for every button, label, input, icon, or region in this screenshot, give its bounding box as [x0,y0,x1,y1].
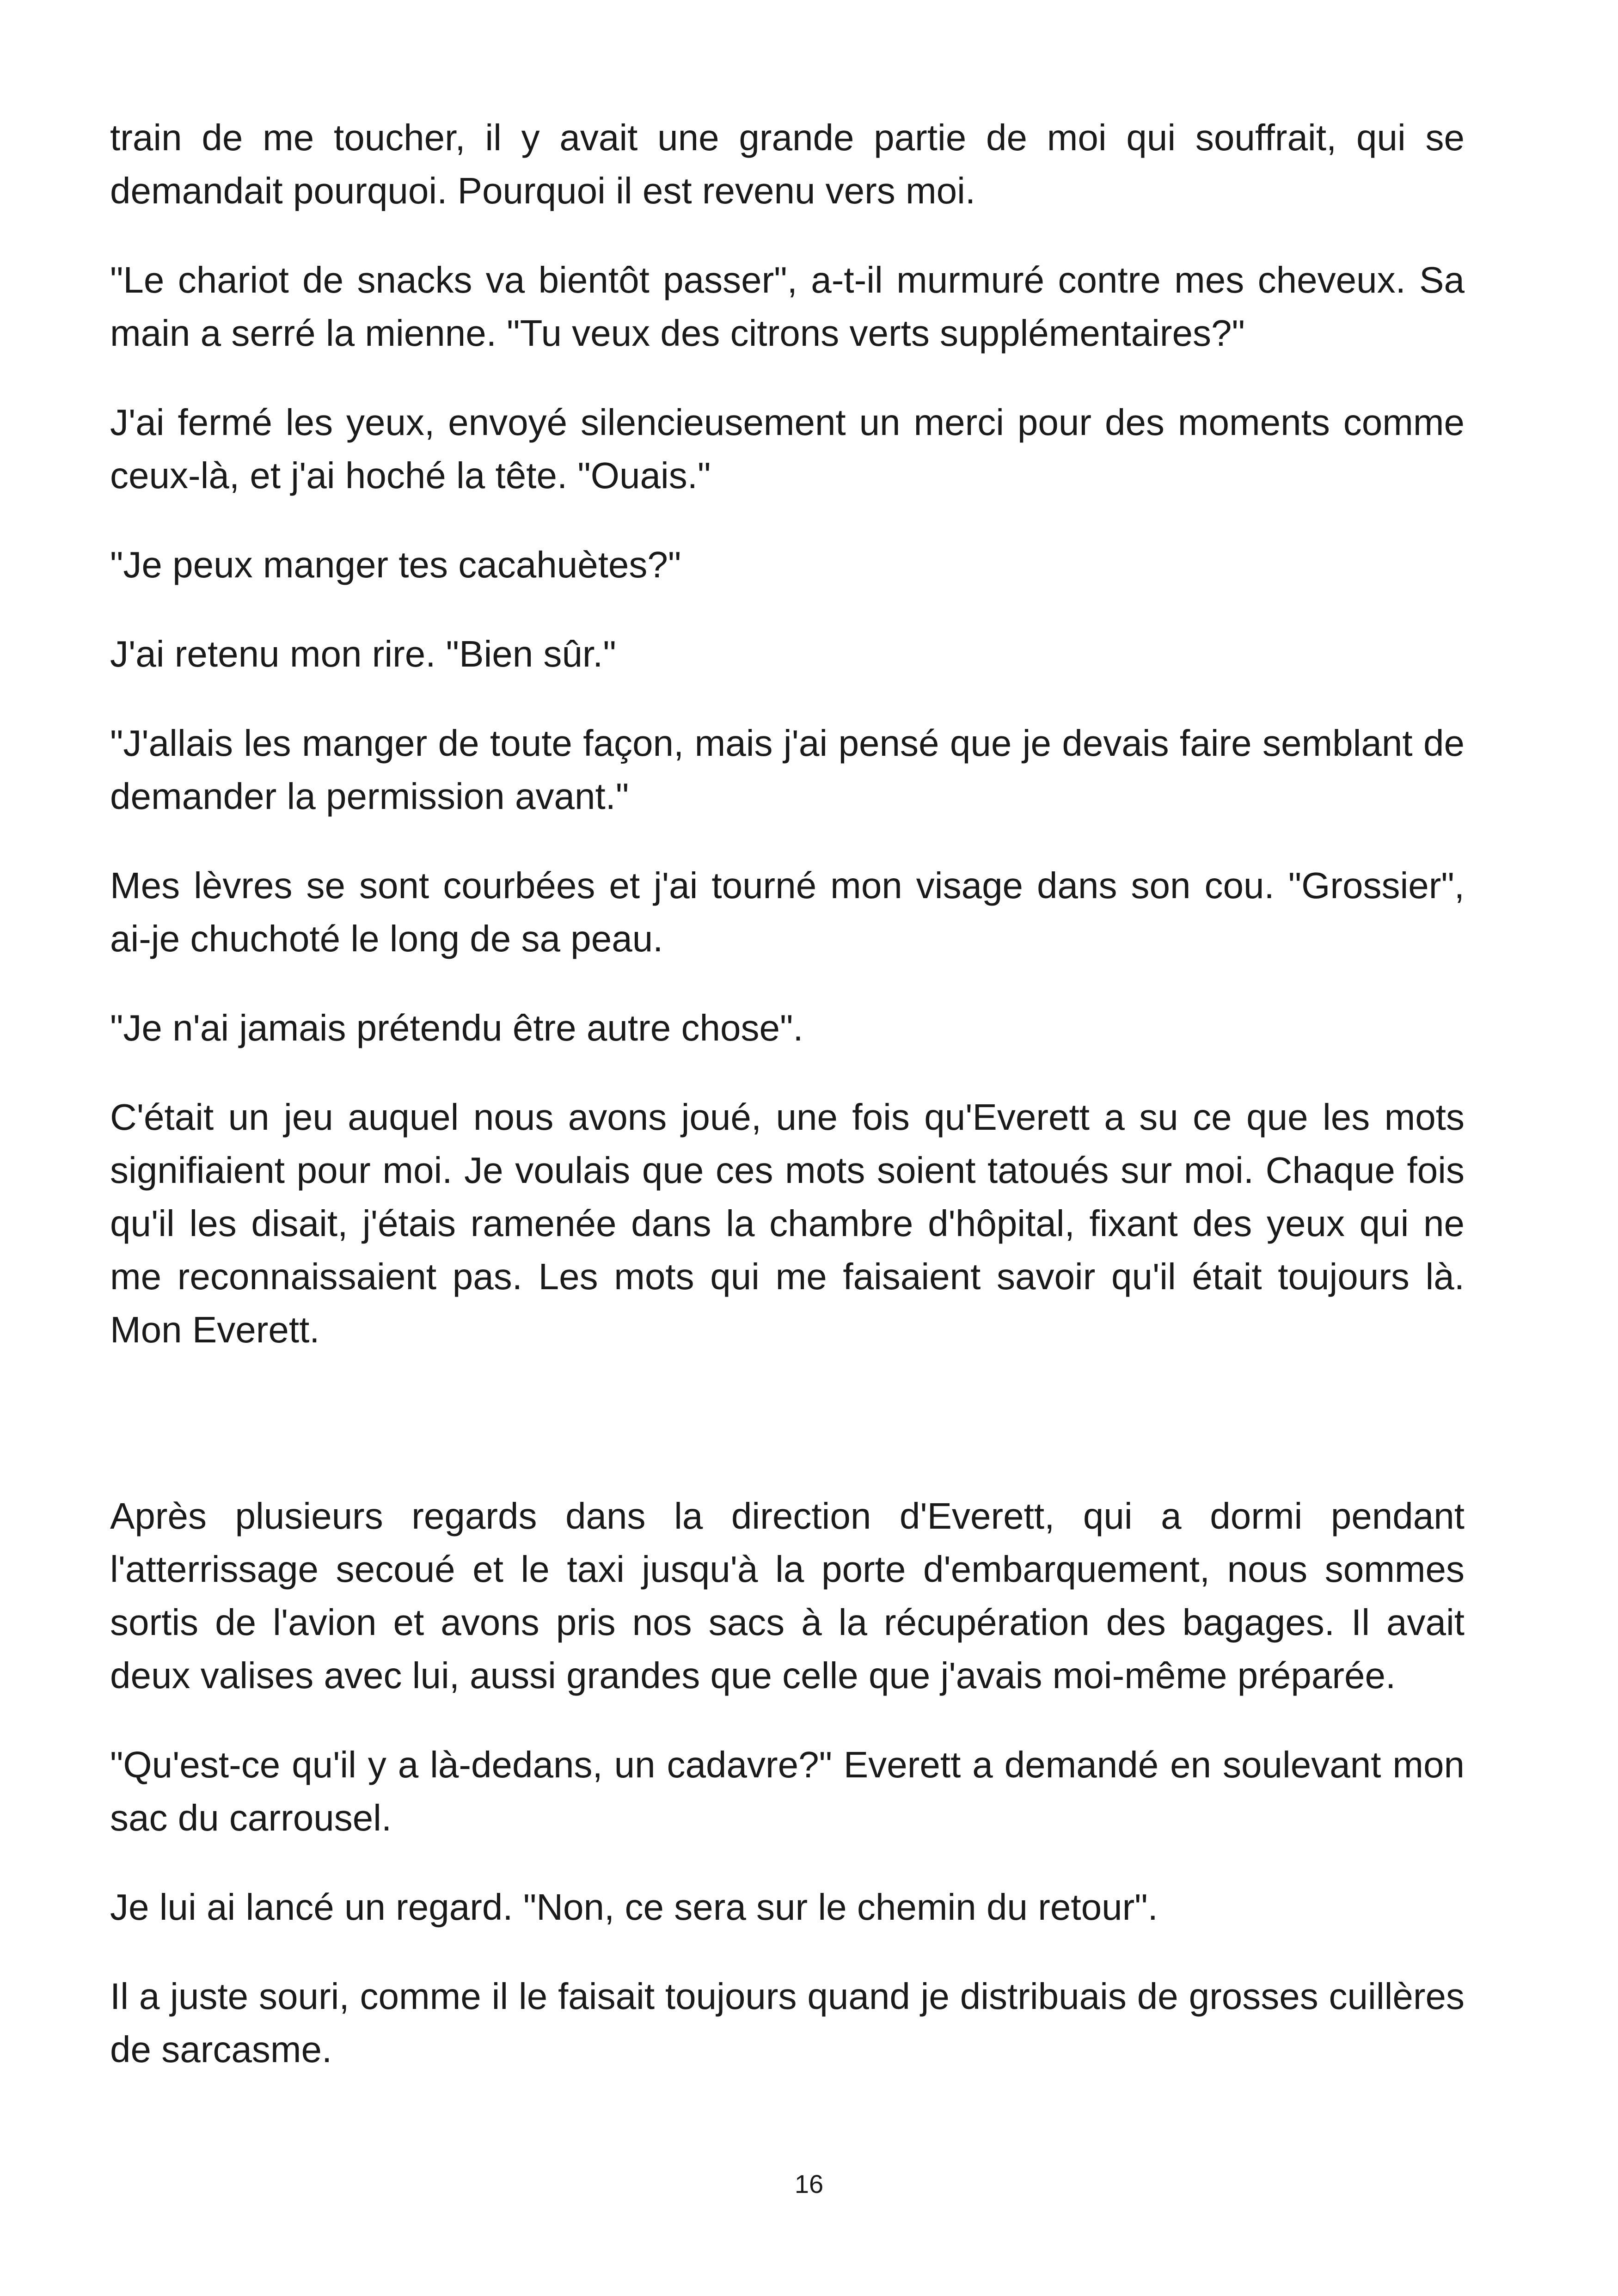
page-number: 16 [794,2169,824,2198]
scene-break [110,1392,1465,1489]
paragraph: "Je n'ai jamais prétendu être autre chose". [110,1007,803,1048]
paragraph: "Le chariot de snacks va bientôt passer", a-t-il murmuré contre mes cheveux. Sa main a serré la mienne. "Tu veux des citrons verts supplémentaires?" [110,259,1465,354]
paragraph: J'ai fermé les yeux, envoyé silencieusement un merci pour des moments comme ceux-là, et j'ai hoché la tête. "Ouais." [110,402,1465,496]
paragraph: Après plusieurs regards dans la direction d'Everett, qui a dormi pendant l'atterrissage secoué et le taxi jusqu'à la porte d'embarquement, nous sommes sortis de l'avion et avons pris nos sacs à la récupération des bagages. Il avait deux valises avec lui, aussi grandes que celle que j'avais moi-même préparée. [110,1495,1465,1696]
paragraph: Mes lèvres se sont courbées et j'ai tourné mon visage dans son cou. "Grossier", ai-je chuchoté le long de sa peau. [110,865,1465,959]
paragraph: Il a juste souri, comme il le faisait toujours quand je distribuais de grosses cuillères de sarcasme. [110,1976,1465,2070]
paragraph: C'était un jeu auquel nous avons joué, une fois qu'Everett a su ce que les mots signifiaient pour moi. Je voulais que ces mots soient tatoués sur moi. Chaque fois qu'il les disait, j'étais ramenée dans la chambre d'hôpital, fixant des yeux qui ne me reconnaissaient pas. Les mots qui me faisaient savoir qu'il était toujours là. Mon Everett. [110,1096,1465,1350]
paragraph: train de me toucher, il y avait une grande partie de moi qui souffrait, qui se demandait pourquoi. Pourquoi il est revenu vers moi. [110,117,1465,211]
body-text [110,111,1465,2112]
paragraph: Je lui ai lancé un regard. "Non, ce sera sur le chemin du retour". [110,1886,1158,1928]
paragraph: "J'allais les manger de toute façon, mais j'ai pensé que je devais faire semblant de demander la permission avant." [110,722,1465,817]
paragraph: "Je peux manger tes cacahuètes?" [110,544,681,585]
paragraph: "Qu'est-ce qu'il y a là-dedans, un cadavre?" Everett a demandé en soulevant mon sac du carrousel. [110,1744,1465,1838]
paragraph: J'ai retenu mon rire. "Bien sûr." [110,633,616,674]
